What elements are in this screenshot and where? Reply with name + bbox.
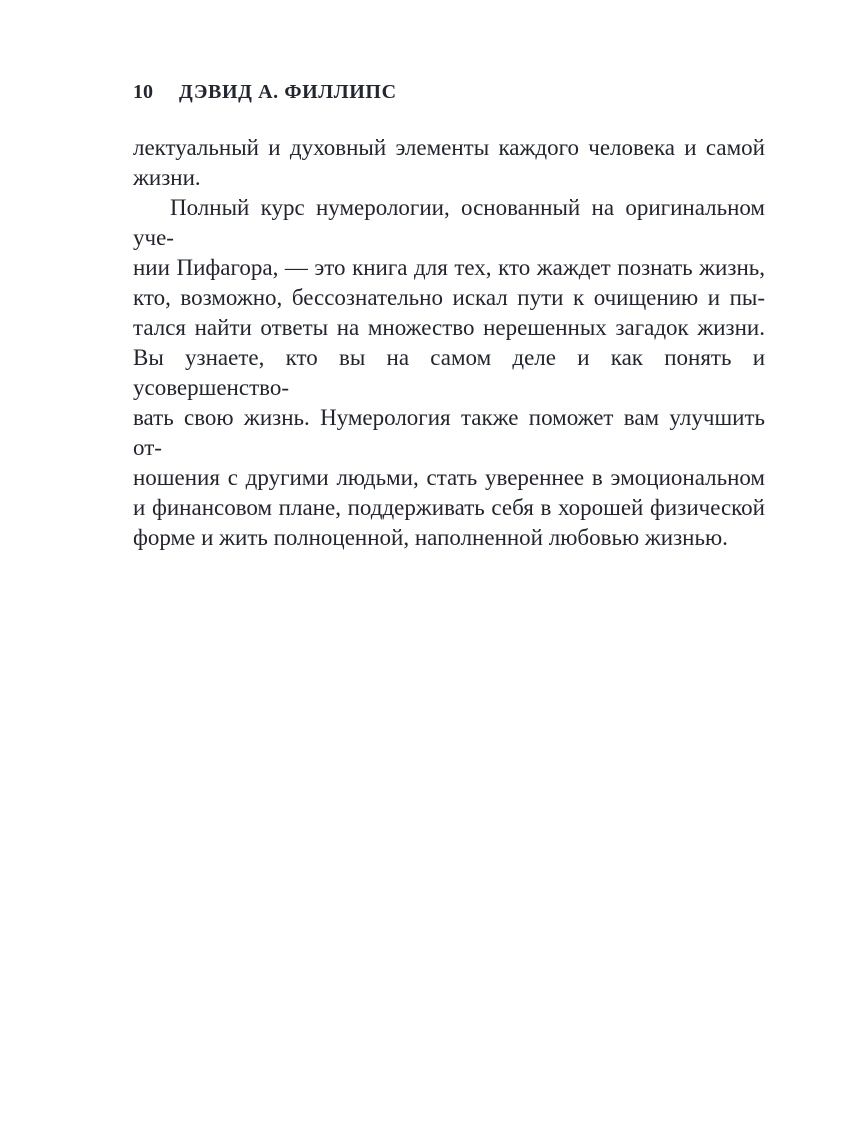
text-line: нии Пифагора, — это книга для тех, кто жаждет познать жизнь,	[133, 255, 765, 280]
text-line: форме и жить полноценной, наполненной любовью жизнью.	[133, 525, 728, 550]
text-line: жизни.	[133, 165, 201, 190]
text-line: тался найти ответы на множество нерешенных загадок жизни.	[133, 315, 765, 340]
text-line: Вы узнаете, кто вы на самом деле и как понять и усовершенство-	[133, 345, 765, 400]
text-line: вать свою жизнь. Нумерология также поможет вам улучшить от-	[133, 405, 765, 460]
text-line: лектуальный и духовный элементы каждого человека и самой	[133, 135, 765, 160]
text-line: ношения с другими людьми, стать увереннее в эмоциональном	[133, 465, 765, 490]
text-line: кто, возможно, бессознательно искал пути к очищению и пы-	[133, 285, 765, 310]
text-line: Полный курс нумерологии, основанный на оригинальном уче-	[133, 195, 765, 250]
body-text	[133, 133, 765, 553]
text-line: и финансовом плане, поддерживать себя в хорошей физической	[133, 495, 765, 520]
running-header	[133, 82, 397, 102]
page-number: 10	[133, 81, 153, 103]
running-head-author: ДЭВИД А. ФИЛЛИПС	[179, 81, 397, 103]
